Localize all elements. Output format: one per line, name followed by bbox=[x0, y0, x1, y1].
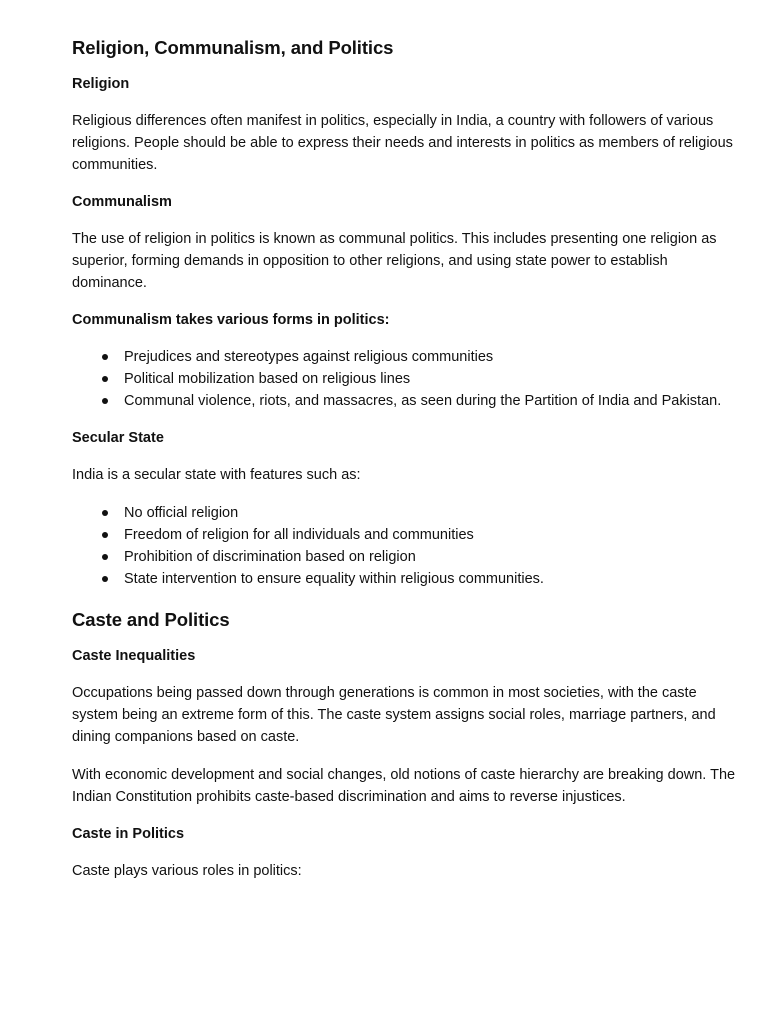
list-item-text: No official religion bbox=[124, 505, 239, 521]
bullet-icon bbox=[102, 532, 108, 538]
list-item-text: Prejudices and stereotypes against religious communities bbox=[124, 349, 494, 365]
heading-communalism: Communalism bbox=[72, 194, 172, 210]
list-item bbox=[72, 390, 740, 412]
heading-communalism-forms: Communalism takes various forms in politics: bbox=[72, 312, 390, 328]
document-title: Religion, Communalism, and Politics bbox=[72, 37, 394, 58]
list-item-text: Communal violence, riots, and massacres, as seen during the Partition of India and Pakistan. bbox=[124, 393, 722, 409]
bullet-icon bbox=[102, 354, 108, 360]
paragraph-caste-inequalities-1: Occupations being passed down through generations is common in most societies, with the caste system being an extreme form of this. The caste system assigns social roles, marriage partners, and dining companions based on caste. bbox=[72, 685, 716, 745]
paragraph-caste-in-politics: Caste plays various roles in politics: bbox=[72, 863, 302, 879]
list-item bbox=[72, 524, 740, 546]
bullet-icon bbox=[102, 510, 108, 516]
list-item-text: State intervention to ensure equality within religious communities. bbox=[124, 571, 544, 587]
list-item-text: Political mobilization based on religious lines bbox=[124, 371, 411, 387]
paragraph-communalism: The use of religion in politics is known as communal politics. This includes presenting one religion as superior, forming demands in opposition to other religions, and using state power to establish dominance. bbox=[72, 231, 717, 291]
list-item-text: Freedom of religion for all individuals and communities bbox=[124, 527, 474, 543]
paragraph-secular-intro: India is a secular state with features such as: bbox=[72, 467, 361, 483]
list-item bbox=[72, 502, 740, 524]
bullet-icon bbox=[102, 398, 108, 404]
list-item-text: Prohibition of discrimination based on religion bbox=[124, 549, 416, 565]
heading-caste-inequalities: Caste Inequalities bbox=[72, 648, 196, 664]
bullet-icon bbox=[102, 376, 108, 382]
list-item bbox=[72, 568, 740, 590]
list-item bbox=[72, 546, 740, 568]
paragraph-caste-inequalities-2: With economic development and social changes, old notions of caste hierarchy are breaking down. The Indian Constitution prohibits caste-based discrimination and aims to reverse injustices. bbox=[72, 767, 736, 805]
paragraph-religion: Religious differences often manifest in politics, especially in India, a country with followers of various religions. People should be able to express their needs and interests in politics as members of religious communities. bbox=[72, 113, 733, 173]
list-communalism-forms bbox=[72, 346, 740, 412]
document-page bbox=[72, 34, 740, 898]
heading-caste-in-politics: Caste in Politics bbox=[72, 826, 185, 842]
list-item bbox=[72, 368, 740, 390]
heading-secular-state: Secular State bbox=[72, 430, 164, 446]
bullet-icon bbox=[102, 554, 108, 560]
list-item bbox=[72, 346, 740, 368]
heading-religion: Religion bbox=[72, 76, 130, 92]
bullet-icon bbox=[102, 576, 108, 582]
list-secular-features bbox=[72, 502, 740, 590]
section-title-caste: Caste and Politics bbox=[72, 609, 230, 630]
